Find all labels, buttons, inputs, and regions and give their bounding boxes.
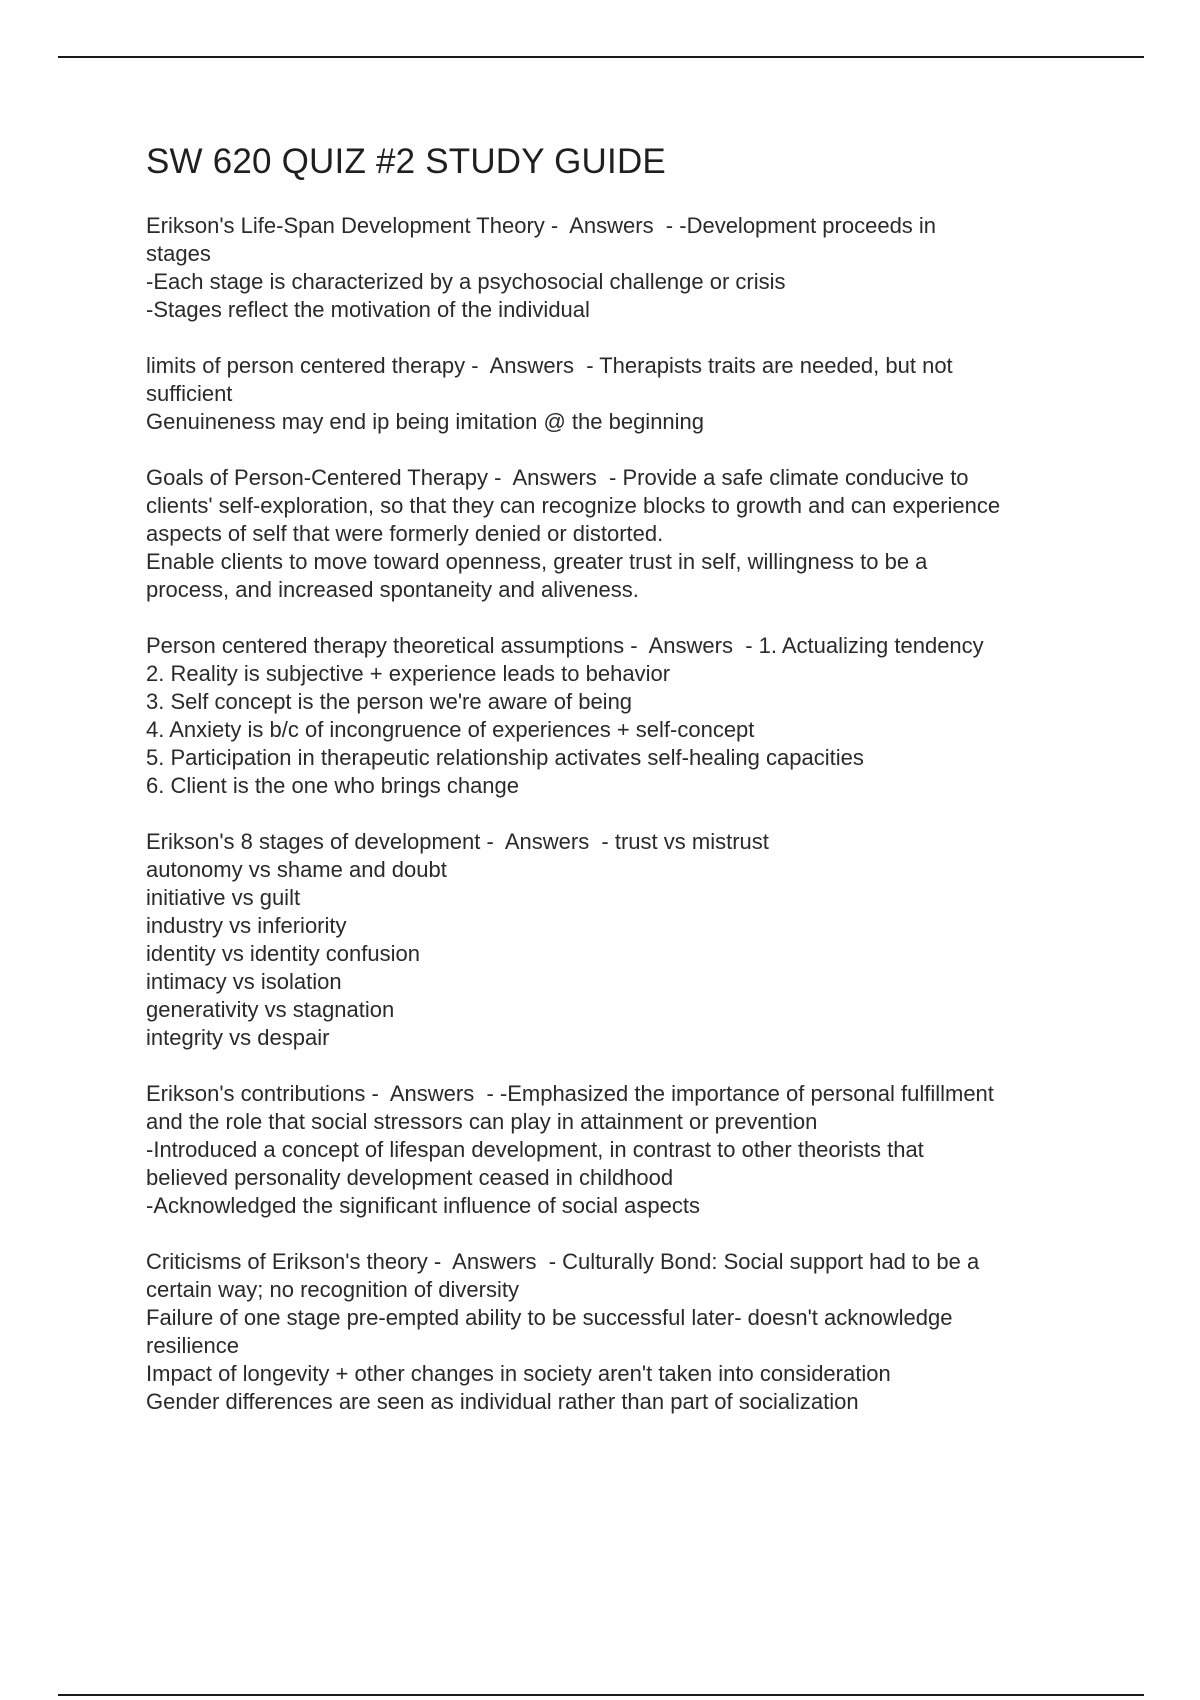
top-divider	[58, 56, 1144, 58]
entry-line: 6. Client is the one who brings change	[146, 773, 520, 798]
entry-line: -Stages reflect the motivation of the individual	[146, 297, 590, 322]
entry-line: 3. Self concept is the person we're aware of being	[146, 689, 633, 714]
entry-erikson-stages	[146, 828, 1096, 1052]
entry-line: Criticisms of Erikson's theory - Answers - Culturally Bond: Social support had to be a	[146, 1249, 980, 1274]
entry-line: initiative vs guilt	[146, 885, 301, 910]
entry-line: 4. Anxiety is b/c of incongruence of experiences + self-concept	[146, 717, 755, 742]
entry-line: and the role that social stressors can play in attainment or prevention	[146, 1109, 818, 1134]
page-title: SW 620 QUIZ #2 STUDY GUIDE	[146, 142, 666, 181]
bottom-divider	[58, 1694, 1144, 1696]
entry-pct-limits	[146, 352, 1096, 436]
entry-line: Erikson's Life-Span Development Theory - Answers - -Development proceeds in	[146, 213, 937, 238]
entry-line: stages	[146, 241, 211, 266]
entry-line: Enable clients to move toward openness, greater trust in self, willingness to be a	[146, 549, 928, 574]
entry-line: Person centered therapy theoretical assumptions - Answers - 1. Actualizing tendency	[146, 633, 984, 658]
entry-line: sufficient	[146, 381, 233, 406]
entry-line: believed personality development ceased in childhood	[146, 1165, 674, 1190]
entry-line: Genuineness may end ip being imitation @ the beginning	[146, 409, 705, 434]
entry-line: Impact of longevity + other changes in society aren't taken into consideration	[146, 1361, 891, 1386]
entry-line: clients' self-exploration, so that they can recognize blocks to growth and can experience	[146, 493, 1001, 518]
entry-line: Gender differences are seen as individual rather than part of socialization	[146, 1389, 859, 1414]
entry-line: 2. Reality is subjective + experience leads to behavior	[146, 661, 671, 686]
entry-line: identity vs identity confusion	[146, 941, 420, 966]
entry-line: Goals of Person-Centered Therapy - Answers - Provide a safe climate conducive to	[146, 465, 969, 490]
entry-erikson-contributions	[146, 1080, 1096, 1220]
entry-pct-goals	[146, 464, 1096, 604]
entry-erikson-theory	[146, 212, 1096, 324]
entry-line: intimacy vs isolation	[146, 969, 342, 994]
entry-line: -Introduced a concept of lifespan development, in contrast to other theorists that	[146, 1137, 924, 1162]
document-body	[146, 142, 1096, 1444]
entry-erikson-criticisms	[146, 1248, 1096, 1416]
entry-line: resilience	[146, 1333, 239, 1358]
entry-line: generativity vs stagnation	[146, 997, 395, 1022]
entry-line: autonomy vs shame and doubt	[146, 857, 447, 882]
entry-pct-assumptions	[146, 632, 1096, 800]
entry-line: integrity vs despair	[146, 1025, 330, 1050]
entry-line: -Acknowledged the significant influence of social aspects	[146, 1193, 700, 1218]
entry-line: limits of person centered therapy - Answers - Therapists traits are needed, but not	[146, 353, 953, 378]
entry-line: process, and increased spontaneity and aliveness.	[146, 577, 639, 602]
entry-line: Failure of one stage pre-empted ability to be successful later- doesn't acknowledge	[146, 1305, 953, 1330]
entry-line: aspects of self that were formerly denied or distorted.	[146, 521, 664, 546]
entry-line: certain way; no recognition of diversity	[146, 1277, 519, 1302]
entry-line: Erikson's 8 stages of development - Answers - trust vs mistrust	[146, 829, 769, 854]
entry-line: Erikson's contributions - Answers - -Emphasized the importance of personal fulfillment	[146, 1081, 994, 1106]
entry-line: industry vs inferiority	[146, 913, 347, 938]
entry-line: -Each stage is characterized by a psychosocial challenge or crisis	[146, 269, 786, 294]
entry-line: 5. Participation in therapeutic relationship activates self-healing capacities	[146, 745, 864, 770]
